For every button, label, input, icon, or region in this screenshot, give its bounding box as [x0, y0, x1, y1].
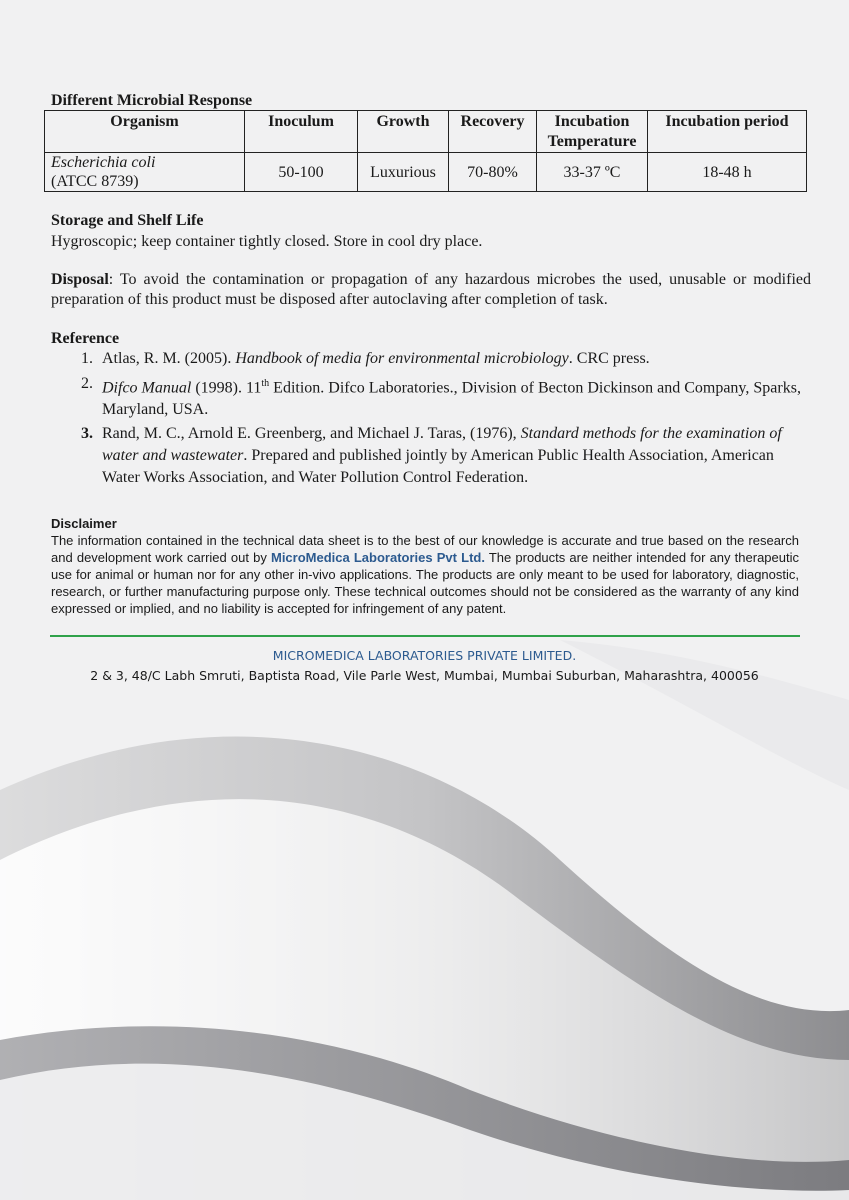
disclaimer-text-end: The products are neither intended for any therapeutic use for animal or human nor for any other in-vivo applications. The products are only meant to be used for laboratory, diagnostic, research, or further manufacturing purpose only. These technical outcomes should not be considered as the warranty of any kind expressed or implied, and no liability is accepted for infringement of any patent.: [51, 550, 799, 616]
disclaimer-brand: MicroMedica Laboratories Pvt Ltd.: [270, 550, 485, 565]
reference-superscript: th: [261, 378, 270, 389]
col-header-recovery: Recovery: [449, 111, 537, 153]
disposal-paragraph: [51, 270, 811, 310]
col-header-incubation-temperature: Incubation Temperature: [537, 111, 648, 153]
reference-number: 1.: [81, 350, 93, 367]
cell-inoculum: 50-100: [245, 153, 358, 192]
organism-strain: (ATCC 8739): [51, 173, 139, 190]
reference-text: Atlas, R. M. (2005).: [102, 350, 236, 367]
reference-heading: Reference: [51, 330, 120, 347]
list-item: [51, 348, 811, 370]
disposal-text: : To avoid the contamination or propagation of any hazardous microbes the used, unusable or modified preparation of this product must be disposed after autoclaving after completion of task.: [51, 271, 811, 308]
disposal-label: Disposal: [51, 271, 109, 288]
reference-title: Difco Manual: [102, 379, 192, 397]
col-header-inoculum: Inoculum: [245, 111, 358, 153]
reference-text: (1998). 11: [191, 379, 262, 397]
table-row: [45, 153, 807, 192]
list-item: [51, 373, 811, 421]
footer-divider: [50, 635, 800, 637]
disclaimer-text: [51, 532, 799, 617]
organism-name: Escherichia coli: [51, 154, 156, 171]
reference-number: 2.: [81, 375, 93, 392]
cell-recovery: 70-80%: [449, 153, 537, 192]
col-header-growth: Growth: [358, 111, 449, 153]
col-header-incubation-period: Incubation period: [648, 111, 807, 153]
microbial-response-table: [44, 110, 807, 192]
reference-title: Handbook of media for environmental microbiology: [235, 350, 569, 367]
reference-text-end: . Prepared and published jointly by American Public Health Association, American Water Works Association, and Water Pollution Control Federation.: [102, 447, 774, 487]
reference-number: 3.: [81, 425, 93, 443]
response-heading: Different Microbial Response: [51, 92, 253, 109]
list-item: [51, 423, 811, 489]
reference-title: Standard methods for the examination of water and wastewater: [102, 425, 782, 465]
storage-heading: Storage and Shelf Life: [51, 212, 204, 229]
cell-period: 18-48 h: [648, 153, 807, 192]
disclaimer-text-start: The information contained in the technical data sheet is to the best of our knowledge is accurate and true based on the research and development work carried out by: [51, 533, 799, 565]
cell-growth: Luxurious: [358, 153, 449, 192]
reference-list: [51, 348, 811, 489]
cell-temperature: 33-37 ºC: [537, 153, 648, 192]
disclaimer-section: [51, 515, 799, 617]
reference-text: Rand, M. C., Arnold E. Greenberg, and Michael J. Taras, (1976),: [102, 425, 521, 443]
col-header-organism: Organism: [45, 111, 245, 153]
footer-address: 2 & 3, 48/C Labh Smruti, Baptista Road, Vile Parle West, Mumbai, Mumbai Suburban, Maharashtra, 400056: [90, 668, 759, 683]
footer-company-name: MICROMEDICA LABORATORIES PRIVATE LIMITED.: [272, 648, 577, 663]
cell-organism: [45, 153, 245, 192]
disclaimer-heading: Disclaimer: [51, 516, 117, 531]
reference-text-end: . CRC press.: [568, 350, 650, 367]
storage-text: Hygroscopic; keep container tightly closed. Store in cool dry place.: [51, 233, 483, 250]
reference-text-end: Edition. Difco Laboratories., Division of Becton Dickinson and Company, Sparks, Maryland, USA.: [102, 379, 801, 419]
table-header-row: [45, 111, 807, 153]
